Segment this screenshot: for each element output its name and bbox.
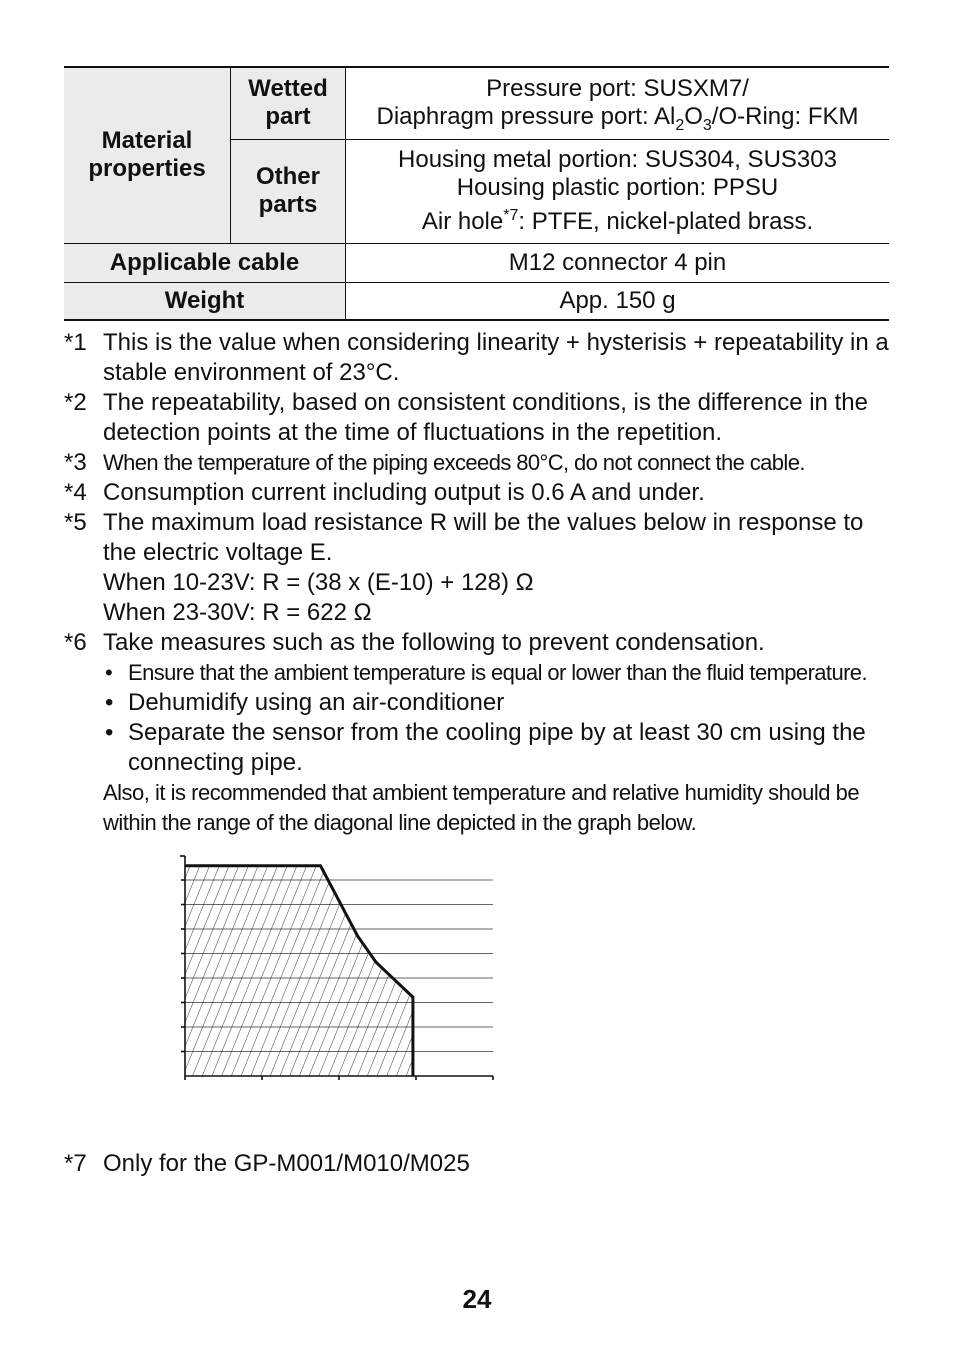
wetted-part-value: [346, 67, 890, 139]
spec-table: [64, 66, 889, 321]
other-parts-value: [346, 139, 890, 243]
other-line-1: Housing metal portion: SUS304, SUS303: [398, 146, 837, 173]
footnotes: [64, 328, 894, 838]
note-5-formula-2: When 23-30V: R = 622 Ω: [103, 599, 372, 626]
other-line-2: Housing plastic portion: PPSU: [456, 174, 779, 201]
note-6-recommendation: Also, it is recommended that ambient temperature and relative humidity should be within the range of the diagonal line depicted in the graph below.: [103, 780, 860, 835]
weight-header: Weight: [64, 282, 346, 320]
note-3: *3 When the temperature of the piping exceeds 80°C, do not connect the cable.: [64, 449, 805, 476]
condensation-range-graph: [176, 852, 506, 1087]
note-2: *2 The repeatability, based on consistent conditions, is the difference in the detection points at the time of fluctuations in the repetition.: [64, 389, 868, 446]
applicable-cable-value: M12 connector 4 pin: [346, 243, 890, 282]
note-5: *5 The maximum load resistance R will be the values below in response to the electric voltage E. When 10-23V: R = (38 x (E-10) + 128) Ω When 23-30V: R = 622 Ω: [64, 508, 894, 628]
wetted-line-2: Diaphragm pressure port: $Al_2O_3/O$-Ring: FKM: [376, 103, 859, 135]
note-4: *4 Consumption current including output is 0.6 A and under.: [64, 479, 705, 506]
weight-value: App. 150 g: [346, 282, 890, 320]
bullet-item: • Dehumidify using an air-conditioner: [103, 688, 894, 718]
wetted-part-header: Wetted part: [231, 67, 346, 139]
bullet-item: • Separate the sensor from the cooling pipe by at least 30 cm using the connecting pipe.: [103, 718, 894, 778]
note-6-bullets: [103, 658, 894, 778]
note-7: *7 Only for the GP-M001/M010/M025: [64, 1150, 470, 1177]
material-properties-header: Material properties: [64, 67, 231, 243]
other-parts-header: Other parts: [231, 139, 346, 243]
note-5-formula-1: When 10-23V: R = (38 x (E-10) + 128) Ω: [103, 569, 534, 596]
page-number: 24: [462, 1284, 492, 1314]
wetted-line-1: Pressure port: SUSXM7/: [486, 75, 749, 103]
note-6: *6 Take measures such as the following to prevent condensation. • Ensure that the ambient temperature is equal or lower than the fluid temperature. • Dehumidify using an air-conditioner • Separate the sensor from the cooling pipe by at least 30 cm using the connecting pipe. Also, it is recommended that ambient temperature and relative humidity should be within the range of the diagonal line depicted in the graph below.: [64, 628, 894, 838]
note-1: *1 This is the value when considering linearity + hysterisis + repeatability in a stable environment of 23°C.: [64, 329, 889, 386]
other-line-3: Air hole$^{*7}$: PTFE, nickel-plated brass.: [421, 207, 814, 235]
allowed-range-area: [185, 866, 413, 1076]
bullet-item: • Ensure that the ambient temperature is equal or lower than the fluid temperature.: [103, 658, 894, 688]
applicable-cable-header: Applicable cable: [64, 243, 346, 282]
